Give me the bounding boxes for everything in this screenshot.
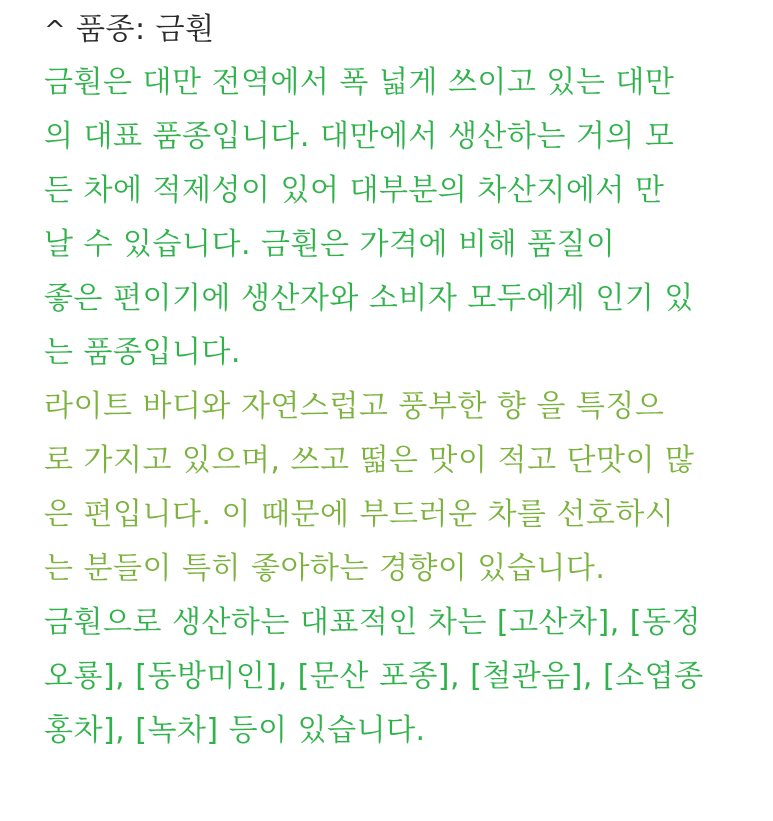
paragraph-line: 날 수 있습니다. 금훤은 가격에 비해 품질이 [44,227,616,262]
paragraph-teas [44,596,773,758]
paragraph-line: 은 편입니다. 이 때문에 부드러운 차를 선호하시 [44,497,675,532]
paragraph-line: 홍차], [녹차] 등이 있습니다. [44,713,426,748]
paragraph-line: 의 대표 품종입니다. 대만에서 생산하는 거의 모 [44,119,675,154]
paragraph-flavor [44,380,773,596]
paragraph-line: 금훤은 대만 전역에서 폭 넓게 쓰이고 있는 대만 [44,65,675,100]
paragraph-line: 든 차에 적제성이 있어 대부분의 차산지에서 만 [44,173,665,208]
paragraph-line: 는 품종입니다. [44,335,241,370]
paragraph-line: 는 분들이 특히 좋아하는 경향이 있습니다. [44,551,606,586]
section-heading[interactable] [44,4,773,56]
paragraph-line: 금훤으로 생산하는 대표적인 차는 [고산차], [동정 [44,605,701,640]
paragraph-line: 라이트 바디와 자연스럽고 풍부한 향 을 특징으 [44,389,665,424]
paragraph-line: 로 가지고 있으며, 쓰고 떫은 맛이 적고 단맛이 많 [44,443,695,478]
paragraph-line: 오룡], [동방미인], [문산 포종], [철관음], [소엽종 [44,659,704,694]
heading-title: 품종: 금훤 [76,12,215,47]
caret-up-icon[interactable]: ^ [44,16,67,46]
paragraph-intro [44,56,773,380]
paragraph-line: 좋은 편이기에 생산자와 소비자 모두에게 인기 있 [44,281,694,316]
